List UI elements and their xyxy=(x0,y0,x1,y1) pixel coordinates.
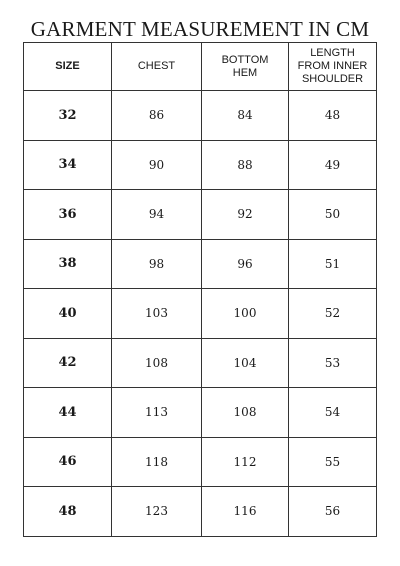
bottom-hem-cell: 100 xyxy=(202,289,289,339)
size-cell: 38 xyxy=(24,239,112,289)
length-cell: 48 xyxy=(289,91,377,141)
table-row xyxy=(24,239,377,289)
table-row xyxy=(24,487,377,537)
length-cell: 51 xyxy=(289,239,377,289)
size-cell: 40 xyxy=(24,289,112,339)
length-cell: 56 xyxy=(289,487,377,537)
chest-cell: 94 xyxy=(112,190,202,240)
chest-cell: 98 xyxy=(112,239,202,289)
table-row xyxy=(24,140,377,190)
length-cell: 54 xyxy=(289,388,377,438)
bottom-hem-cell: 92 xyxy=(202,190,289,240)
bottom-hem-cell: 112 xyxy=(202,437,289,487)
table-row xyxy=(24,388,377,438)
table-row xyxy=(24,91,377,141)
header-row xyxy=(24,43,377,91)
chest-cell: 108 xyxy=(112,338,202,388)
size-cell: 48 xyxy=(24,487,112,537)
chest-cell: 103 xyxy=(112,289,202,339)
table-row xyxy=(24,289,377,339)
length-cell: 55 xyxy=(289,437,377,487)
length-cell: 52 xyxy=(289,289,377,339)
bottom-hem-cell: 88 xyxy=(202,140,289,190)
bottom-hem-cell: 108 xyxy=(202,388,289,438)
size-cell: 42 xyxy=(24,338,112,388)
header-size: SIZE xyxy=(24,43,112,91)
size-cell: 44 xyxy=(24,388,112,438)
header-length-from-inner-shoulder: LENGTH FROM INNER SHOULDER xyxy=(289,43,377,91)
chest-cell: 113 xyxy=(112,388,202,438)
chest-cell: 90 xyxy=(112,140,202,190)
chest-cell: 123 xyxy=(112,487,202,537)
size-cell: 36 xyxy=(24,190,112,240)
measurement-table xyxy=(23,42,377,537)
size-cell: 34 xyxy=(24,140,112,190)
size-cell: 32 xyxy=(24,91,112,141)
length-cell: 49 xyxy=(289,140,377,190)
header-bottom-hem: BOTTOM HEM xyxy=(202,43,289,91)
length-cell: 50 xyxy=(289,190,377,240)
bottom-hem-cell: 104 xyxy=(202,338,289,388)
page-title: GARMENT MEASUREMENT IN CM xyxy=(30,17,370,41)
table-row xyxy=(24,338,377,388)
bottom-hem-cell: 84 xyxy=(202,91,289,141)
table-row xyxy=(24,437,377,487)
chest-cell: 86 xyxy=(112,91,202,141)
header-chest: CHEST xyxy=(112,43,202,91)
chest-cell: 118 xyxy=(112,437,202,487)
length-cell: 53 xyxy=(289,338,377,388)
table-row xyxy=(24,190,377,240)
size-cell: 46 xyxy=(24,437,112,487)
bottom-hem-cell: 96 xyxy=(202,239,289,289)
bottom-hem-cell: 116 xyxy=(202,487,289,537)
